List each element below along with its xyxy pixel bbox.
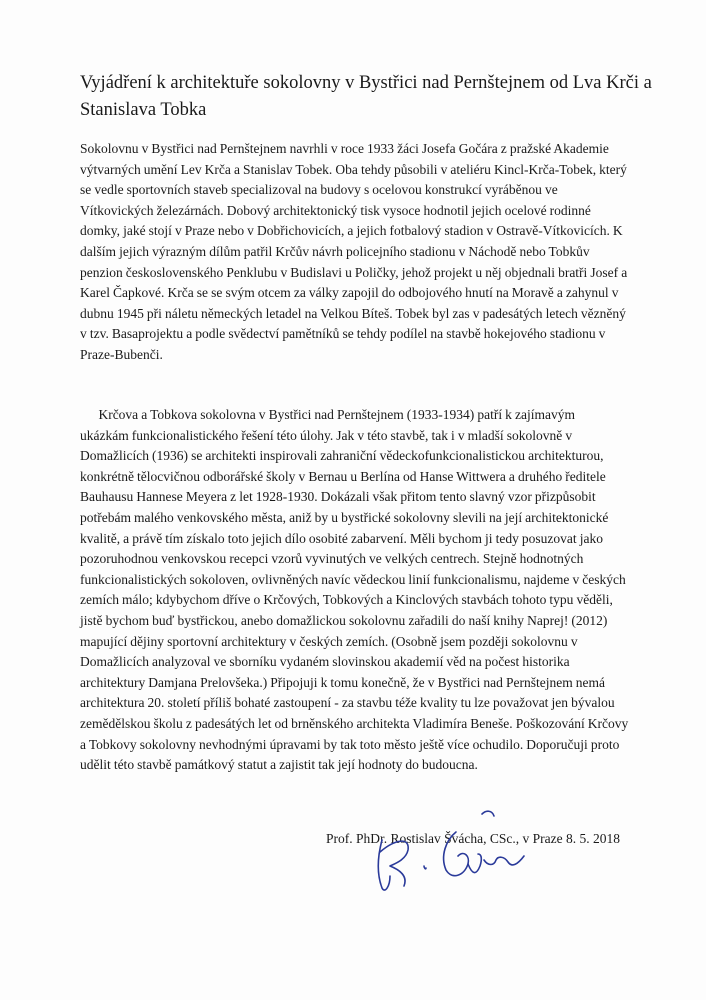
text-line: penzion československého Penklubu v Budislavi u Poličky, jehož projekt u něj objednali bratři Josef a <box>80 264 628 280</box>
text-line: kvalitě, a právě tím získalo toto jejich dílo osobité zabarvení. Měli bychom ji tedy posuzovat jako <box>80 530 603 546</box>
text-line: funkcionalistických sokoloven, ovlivněných navíc vědeckou linií funkcionalismu, najdeme v českých <box>80 571 626 587</box>
text-line: Domažlicích (1936) se architekti inspirovali zahraniční vědeckofunkcionalistickou architekturou, <box>80 448 604 464</box>
text-line: Krčova a Tobkova sokolovna v Bystřici nad Pernštejnem (1933-1934) patří k zajímavým <box>80 407 575 422</box>
text-line: se vedle sportovních staveb specializoval na budovy s ocelovou konstrukcí vyráběnou ve <box>80 182 558 198</box>
text-line: mapující dějiny sportovní architektury v českých zemích. (Osobně jsem později sokolovnu v <box>80 633 578 649</box>
text-line: architektura 20. století příliš bohaté zastoupení - za stavbu téže kvality tu lze považovat jen bývalou <box>80 695 615 711</box>
text-line: Bauhausu Hannese Meyera z let 1928-1930. Dokázali však přitom tento slavný vzor přizpůsobit <box>80 489 596 505</box>
text-line: jistě bychom buď bystřickou, anebo domažlickou sokolovnu zařadili do naší knihy Naprej! (2012) <box>80 612 608 628</box>
text-line: ukázkám funkcionalistického řešení této úlohy. Jak v této stavbě, tak i v mladší sokolovně v <box>80 427 573 443</box>
text-line: Vítkovických železárnách. Dobový architektonický tisk vysoce hodnotil jejich ocelové rodinné <box>80 202 591 218</box>
text-line: zemích málo; kdybychom dříve o Krčových, Tobkových a Kinclových stavbách tohoto typu věděli, <box>80 592 613 608</box>
paragraph-2 <box>80 405 628 776</box>
text-line: konkrétně tělocvičnou odborářské školy v Bernau u Berlína od Hanse Wittwera a druhého ředitele <box>80 468 606 484</box>
text-line: Domažlicích analyzoval ve sborníku vydaném slovinskou akademií věd na počest historika <box>80 654 570 670</box>
text-line: domky, jaké stojí v Praze nebo v Dobřichovicích, a jejich fotbalový stadion v Ostravě-Vítkovicích. K <box>80 223 623 239</box>
text-line: potřebám malého venkovského města, aniž by u bystřické sokolovny slevili na její architektonické <box>80 509 609 525</box>
text-line: udělit této stavbě památkový statut a zajistit tak její hodnoty do budoucna. <box>80 757 478 773</box>
text-line: výtvarných umění Lev Krča a Stanislav Tobek. Oba tehdy působili v ateliéru Kincl-Krča-Tobek, který <box>80 161 627 177</box>
text-line: pozoruhodnou venkovskou recepci vzorů vyvinutých ve velkých centrech. Stejně hodnotných <box>80 551 584 567</box>
text-line: dubnu 1945 při náletu německých letadel na Velkou Bíteš. Tobek byl zas v padesátých letech vězněný <box>80 305 626 321</box>
text-line: Sokolovnu v Bystřici nad Pernštejnem navrhli v roce 1933 žáci Josefa Gočára z pražské Akademie <box>80 141 609 156</box>
document-title <box>80 70 652 124</box>
text-line: a Tobkovy sokolovny nevhodnými úpravami by tak toto město ještě více ochudilo. Doporučuji proto <box>80 736 620 752</box>
text-line: Praze-Bubenči. <box>80 346 163 362</box>
title-line: Stanislava Tobka <box>80 100 207 120</box>
title-line: Vyjádření k architektuře sokolovny v Bystřici nad Pernštejnem od Lva Krči a <box>80 73 652 93</box>
paragraph-1 <box>80 139 627 366</box>
text-line: v tzv. Basaprojektu a podle svědectví pamětníků se tehdy podílel na stavbě hokejového stadionu v <box>80 326 606 342</box>
text-line: Karel Čapkové. Krča se se svým otcem za války zapojil do odbojového hnutí na Moravě a zahynul v <box>80 285 619 301</box>
text-line: architektury Damjana Prelovšeka.) Připojuji k tomu konečně, že v Bystřici nad Pernštejnem nemá <box>80 674 606 690</box>
handwritten-signature <box>360 800 540 900</box>
signature-line: Prof. PhDr. Rostislav Švácha, CSc., v Praze 8. 5. 2018 <box>326 831 620 846</box>
text-line: zemědělskou školu z padesátých let od brněnského architekta Vladimíra Beneše. Poškozování Krčovy <box>80 715 629 731</box>
text-line: dalším jejich výrazným dílům patřil Krčův návrh policejního stadionu v Náchodě nebo Tobkův <box>80 243 590 259</box>
